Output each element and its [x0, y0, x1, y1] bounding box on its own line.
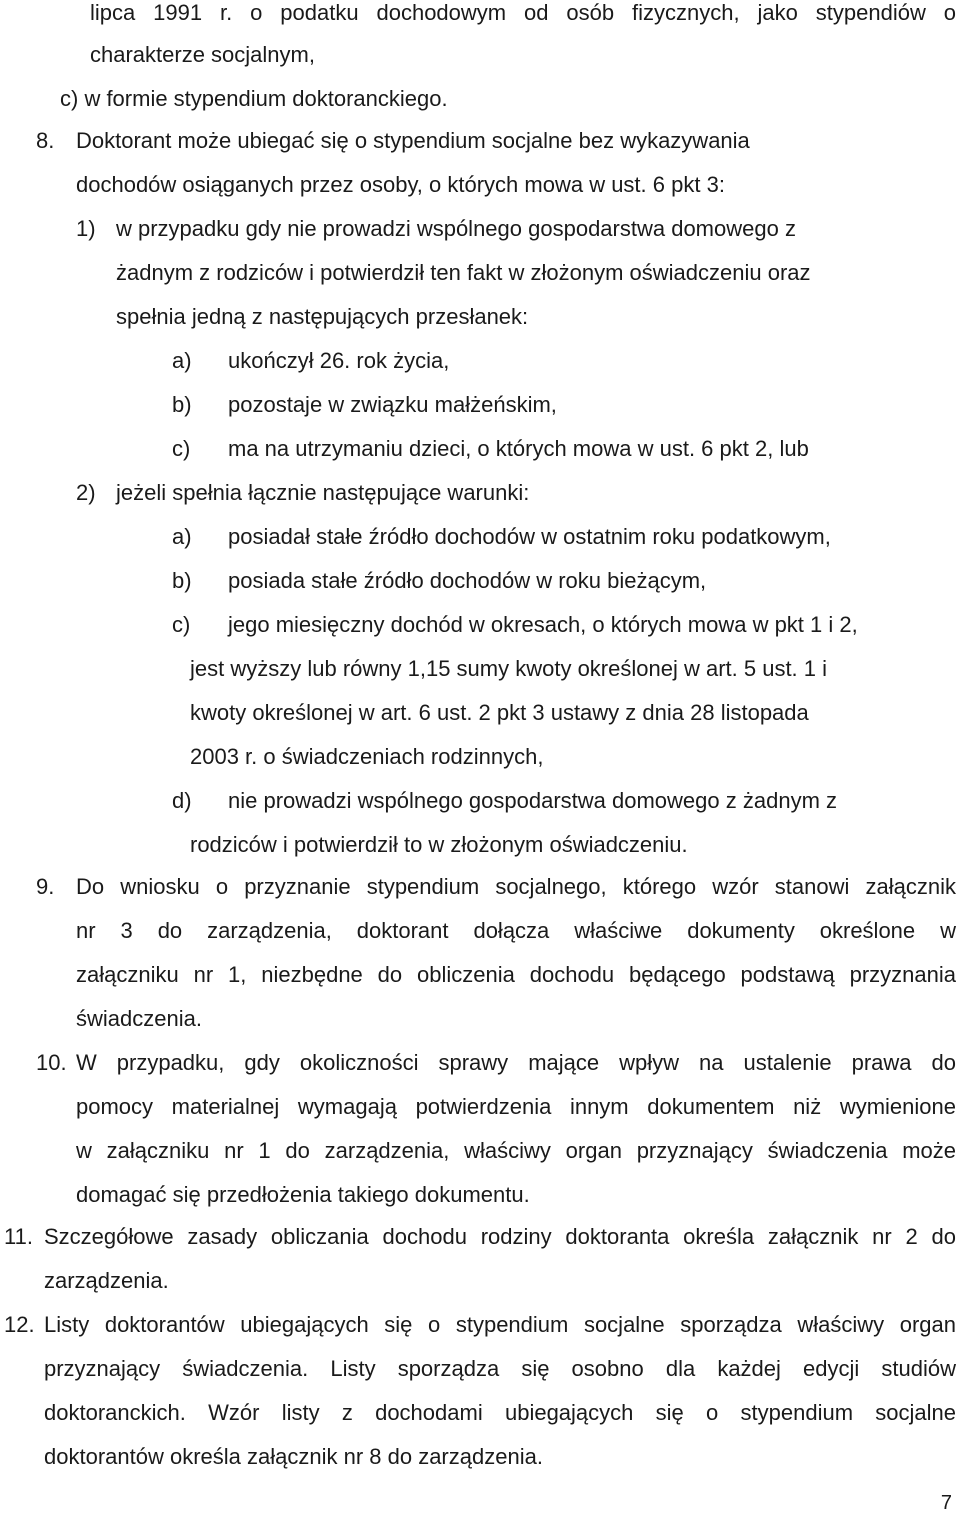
- text-line: domagać się przedłożenia takiego dokumentu.: [76, 1182, 530, 1207]
- list-number: 11.: [4, 1224, 33, 1249]
- list-number: 8.: [36, 128, 55, 153]
- text-line: jeżeli spełnia łącznie następujące warunki:: [116, 480, 530, 505]
- text-line: 2003 r. o świadczeniach rodzinnych,: [190, 744, 544, 769]
- text-line: pomocy materialnej wymagają potwierdzenia innym dokumentem niż wymienione: [76, 1094, 956, 1119]
- page-number: 7: [940, 1492, 952, 1514]
- list-number: 9.: [36, 874, 55, 899]
- text-line: rodziców i potwierdził to w złożonym oświadczeniu.: [190, 832, 688, 857]
- text-line: świadczenia.: [76, 1006, 202, 1031]
- text-line: Szczegółowe zasady obliczania dochodu rodziny doktoranta określa załącznik nr 2 do: [44, 1224, 956, 1249]
- text-line: charakterze socjalnym,: [90, 42, 315, 67]
- list-letter: a): [172, 524, 192, 549]
- text-line: c) w formie stypendium doktoranckiego.: [60, 86, 448, 111]
- list-number: 2): [76, 480, 96, 505]
- list-letter: c): [172, 436, 191, 461]
- text-line: w przypadku gdy nie prowadzi wspólnego gospodarstwa domowego z: [116, 216, 796, 241]
- list-number: 10.: [36, 1050, 67, 1075]
- list-letter: b): [172, 392, 192, 417]
- text-line: doktorantów określa załącznik nr 8 do zarządzenia.: [44, 1444, 543, 1469]
- list-letter: b): [172, 568, 192, 593]
- list-letter: a): [172, 348, 192, 373]
- text-line: doktoranckich. Wzór listy z dochodami ubiegających się o stypendium socjalne: [44, 1400, 956, 1425]
- text-line: przyznający świadczenia. Listy sporządza się osobno dla każdej edycji studiów: [44, 1356, 956, 1381]
- text-line: zarządzenia.: [44, 1268, 169, 1293]
- text-line: posiadał stałe źródło dochodów w ostatnim roku podatkowym,: [228, 524, 831, 549]
- text-line: żadnym z rodziców i potwierdził ten fakt w złożonym oświadczeniu oraz: [116, 260, 811, 285]
- list-number: 12.: [4, 1312, 35, 1337]
- text-line: ma na utrzymaniu dzieci, o których mowa w ust. 6 pkt 2, lub: [228, 436, 809, 461]
- text-line: pozostaje w związku małżeńskim,: [228, 392, 557, 417]
- text-line: Doktorant może ubiegać się o stypendium socjalne bez wykazywania: [76, 128, 750, 153]
- text-line: nie prowadzi wspólnego gospodarstwa domowego z żadnym z: [228, 788, 838, 813]
- text-line: W przypadku, gdy okoliczności sprawy mające wpływ na ustalenie prawa do: [76, 1050, 956, 1075]
- text-line: ukończył 26. rok życia,: [228, 348, 450, 373]
- text-line: Do wniosku o przyznanie stypendium socjalnego, którego wzór stanowi załącznik: [76, 874, 956, 899]
- text-line: Listy doktorantów ubiegających się o stypendium socjalne sporządza właściwy organ: [44, 1312, 956, 1337]
- list-number: 1): [76, 216, 96, 241]
- text-line: jego miesięczny dochód w okresach, o których mowa w pkt 1 i 2,: [228, 612, 858, 637]
- text-line: kwoty określonej w art. 6 ust. 2 pkt 3 ustawy z dnia 28 listopada: [190, 700, 809, 725]
- text-line: jest wyższy lub równy 1,15 sumy kwoty określonej w art. 5 ust. 1 i: [190, 656, 828, 681]
- text-line: spełnia jedną z następujących przesłanek:: [116, 304, 529, 329]
- text-line: posiada stałe źródło dochodów w roku bieżącym,: [228, 568, 707, 593]
- text-line: nr 3 do zarządzenia, doktorant dołącza właściwe dokumenty określone w: [76, 918, 956, 943]
- text-line: dochodów osiąganych przez osoby, o których mowa w ust. 6 pkt 3:: [76, 172, 725, 197]
- text-line: lipca 1991 r. o podatku dochodowym od osób fizycznych, jako stypendiów o: [90, 0, 956, 25]
- text-line: w załączniku nr 1 do zarządzenia, właściwy organ przyznający świadczenia może: [76, 1138, 956, 1163]
- list-letter: d): [172, 788, 192, 813]
- text-line: załączniku nr 1, niezbędne do obliczenia dochodu będącego podstawą przyznania: [76, 962, 956, 987]
- list-letter: c): [172, 612, 191, 637]
